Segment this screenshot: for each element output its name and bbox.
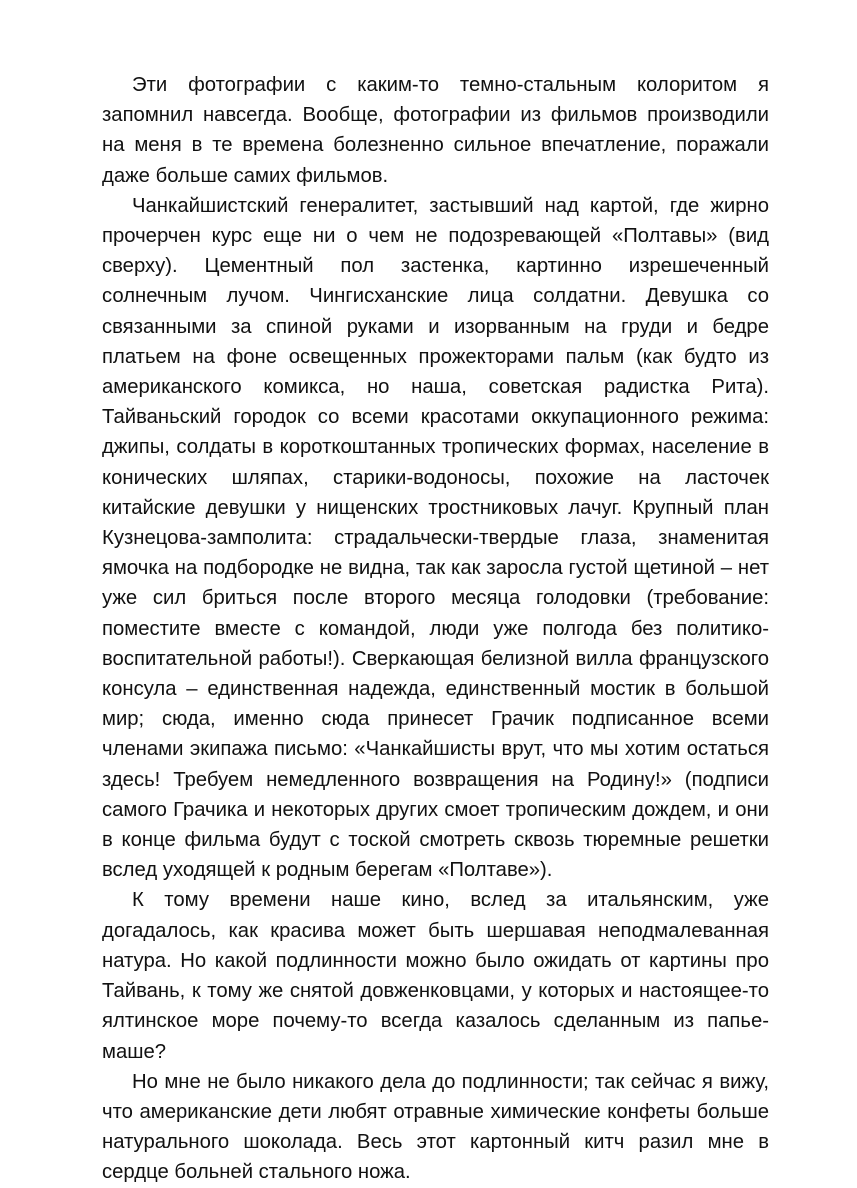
paragraph-2: Чанкайшистский генералитет, застывший над картой, где жирно прочерчен курс еще ни о чем не подозревающей «Полтавы» (вид сверху). Цементный пол застенка, картинно изрешеченный солнечным лучом. Чингисханские лица солдатни. Девушка со связанными за спиной руками и изорванным на груди и бедре платьем на фоне освещенных прожекторами пальм (как будто из американского комикса, но наша, советская радистка Рита). Тайваньский городок со всеми красотами оккупационного режима: джипы, солдаты в короткоштанных тропических формах, население в конических шляпах, старики-водоносы, похожие на ласточек китайские девушки у нищенских тростниковых лачуг. Крупный план Кузнецова-замполита: страдальчески-твердые глаза, знаменитая ямочка на подбородке не видна, так как заросла густой щетиной – нет уже сил бриться после второго месяца голодовки (требование: поместите вместе с командой, люди уже полгода без политико-воспитательной работы!). Сверкающая белизной вилла французского консула – единственная надежда, единственный мостик в большой мир; сюда, именно сюда принесет Грачик подписанное всеми членами экипажа письмо: «Чанкайшисты врут, что мы хотим остаться здесь! Требуем немедленного возвращения на Родину!» (подписи самого Грачика и некоторых других смоет тропическим дождем, и они в конце фильма будут с тоской смотреть сквозь тюремные решетки вслед уходящей к родным берегам «Полтаве»). (102, 194, 769, 882)
paragraph-1: Эти фотографии с каким-то темно-стальным колоритом я запомнил навсегда. Вообще, фотографии из фильмов производили на меня в те времена болезненно сильное впечатление, поражали даже больше самих фильмов. (102, 74, 769, 187)
page-text (102, 70, 769, 1188)
paragraph-4: Но мне не было никакого дела до подлинности; так сейчас я вижу, что американские дети любят отравные химические конфеты больше натурального шоколада. Весь этот картонный китч разил мне в сердце больней стального ножа. (102, 1070, 769, 1184)
paragraph-3: К тому времени наше кино, вслед за итальянским, уже догадалось, как красива может быть шершавая неподмалеванная натура. Но какой подлинности можно было ожидать от картины про Тайвань, к тому же снятой довженковцами, у которых и настоящее-то ялтинское море почему-то всегда казалось сделанным из папье-маше? (102, 889, 769, 1063)
